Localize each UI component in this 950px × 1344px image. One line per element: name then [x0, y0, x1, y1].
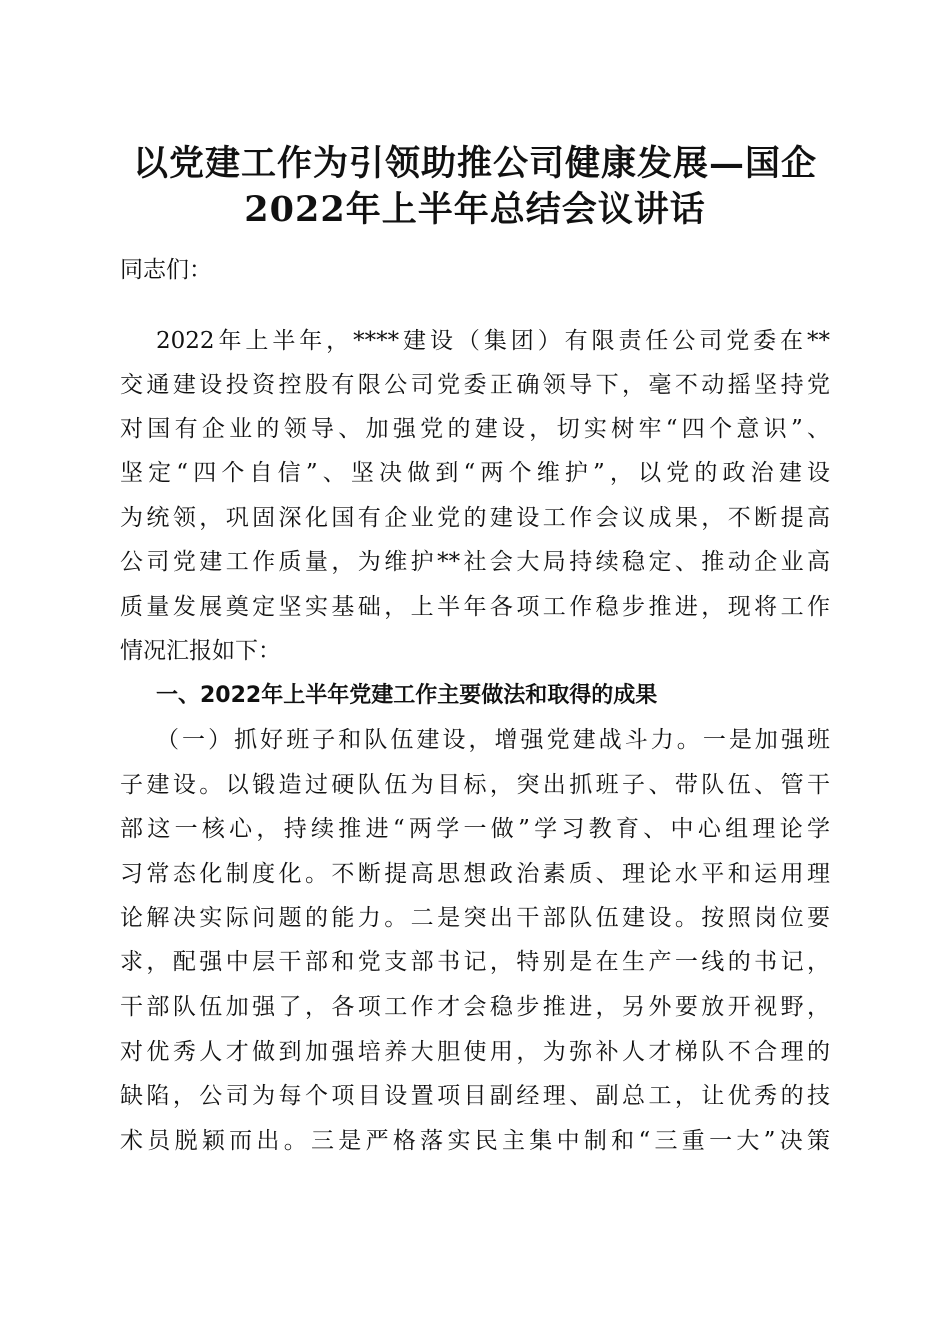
paragraph-2-line: 子建设。以锻造过硬队伍为目标，突出抓班子、带队伍、管干: [120, 772, 830, 798]
paragraph-2-line: 求，配强中层干部和党支部书记，特别是在生产一线的书记，: [120, 949, 830, 975]
paragraph-2-line: 部这一核心，持续推进“两学一做”学习教育、中心组理论学: [120, 816, 830, 842]
paragraph-1-line: 2022年上半年，****建设（集团）有限责任公司党委在**: [156, 328, 830, 354]
salutation: 同志们：: [120, 257, 212, 283]
paragraph-1-line: 为统领，巩固深化国有企业党的建设工作会议成果，不断提高: [120, 505, 830, 531]
paragraph-2-line: 论解决实际问题的能力。二是突出干部队伍建设。按照岗位要: [120, 905, 830, 931]
paragraph-1-line: 坚定“四个自信”、坚决做到“两个维护”，以党的政治建设: [120, 460, 830, 486]
paragraph-2-line: 对优秀人才做到加强培养大胆使用，为弥补人才梯队不合理的: [120, 1039, 830, 1065]
document-title-line-2: 2022年上半年总结会议讲话: [244, 189, 706, 230]
paragraph-2-line: 缺陷，公司为每个项目设置项目副经理、副总工，让优秀的技: [120, 1083, 830, 1109]
paragraph-1-line: 公司党建工作质量，为维护**社会大局持续稳定、推动企业高: [120, 549, 830, 575]
paragraph-1-line: 对国有企业的领导、加强党的建设，切实树牢“四个意识”、: [120, 416, 830, 442]
paragraph-1-line: 质量发展奠定坚实基础，上半年各项工作稳步推进，现将工作: [120, 594, 830, 620]
paragraph-2-line: 术员脱颖而出。三是严格落实民主集中制和“三重一大”决策: [120, 1128, 830, 1154]
paragraph-2-line: （一）抓好班子和队伍建设，增强党建战斗力。一是加强班: [156, 727, 830, 753]
paragraph-1-line: 情况汇报如下：: [120, 638, 281, 664]
paragraph-1-line: 交通建设投资控股有限公司党委正确领导下，毫不动摇坚持党: [120, 372, 830, 398]
paragraph-2-line: 干部队伍加强了，各项工作才会稳步推进，另外要放开视野，: [120, 994, 830, 1020]
section-heading: 一、2022年上半年党建工作主要做法和取得的成果: [156, 683, 658, 708]
document-title-line-1: 以党建工作为引领助推公司健康发展—国企: [132, 143, 817, 184]
paragraph-2-line: 习常态化制度化。不断提高思想政治素质、理论水平和运用理: [120, 861, 830, 887]
